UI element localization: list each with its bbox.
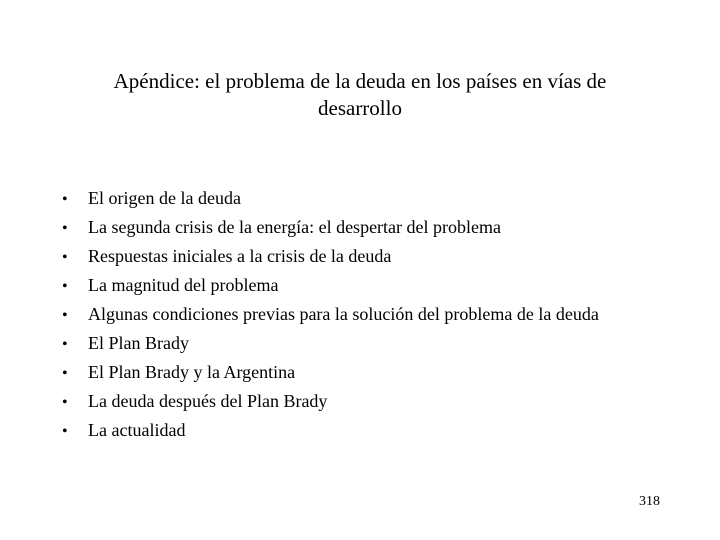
list-item-text: El origen de la deuda [88, 188, 241, 208]
bullet-icon: • [62, 423, 68, 440]
bullet-icon: • [62, 220, 68, 237]
page-number: 318 [639, 494, 660, 509]
bullet-list [62, 184, 599, 445]
bullet-icon: • [62, 278, 68, 295]
list-item-text: El Plan Brady y la Argentina [88, 362, 296, 382]
list-item [62, 358, 599, 387]
list-item [62, 271, 599, 300]
bullet-icon: • [62, 307, 68, 324]
list-item-text: Algunas condiciones previas para la solución del problema de la deuda [88, 304, 599, 324]
bullet-icon: • [62, 191, 68, 208]
list-item [62, 416, 599, 445]
bullet-icon: • [62, 336, 68, 353]
list-item-text: Respuestas iniciales a la crisis de la deuda [88, 246, 392, 266]
bullet-icon: • [62, 365, 68, 382]
list-item [62, 300, 599, 329]
list-item-text: El Plan Brady [88, 333, 189, 353]
list-item [62, 213, 599, 242]
bullet-icon: • [62, 394, 68, 411]
list-item-text: La actualidad [88, 420, 186, 440]
list-item [62, 329, 599, 358]
bullet-icon: • [62, 249, 68, 266]
list-item-text: La segunda crisis de la energía: el despertar del problema [88, 217, 501, 237]
list-item [62, 184, 599, 213]
list-item [62, 242, 599, 271]
list-item-text: La magnitud del problema [88, 275, 279, 295]
slide-title: Apéndice: el problema de la deuda en los países en vías de desarrollo [113, 69, 607, 120]
list-item-text: La deuda después del Plan Brady [88, 391, 328, 411]
list-item [62, 387, 599, 416]
